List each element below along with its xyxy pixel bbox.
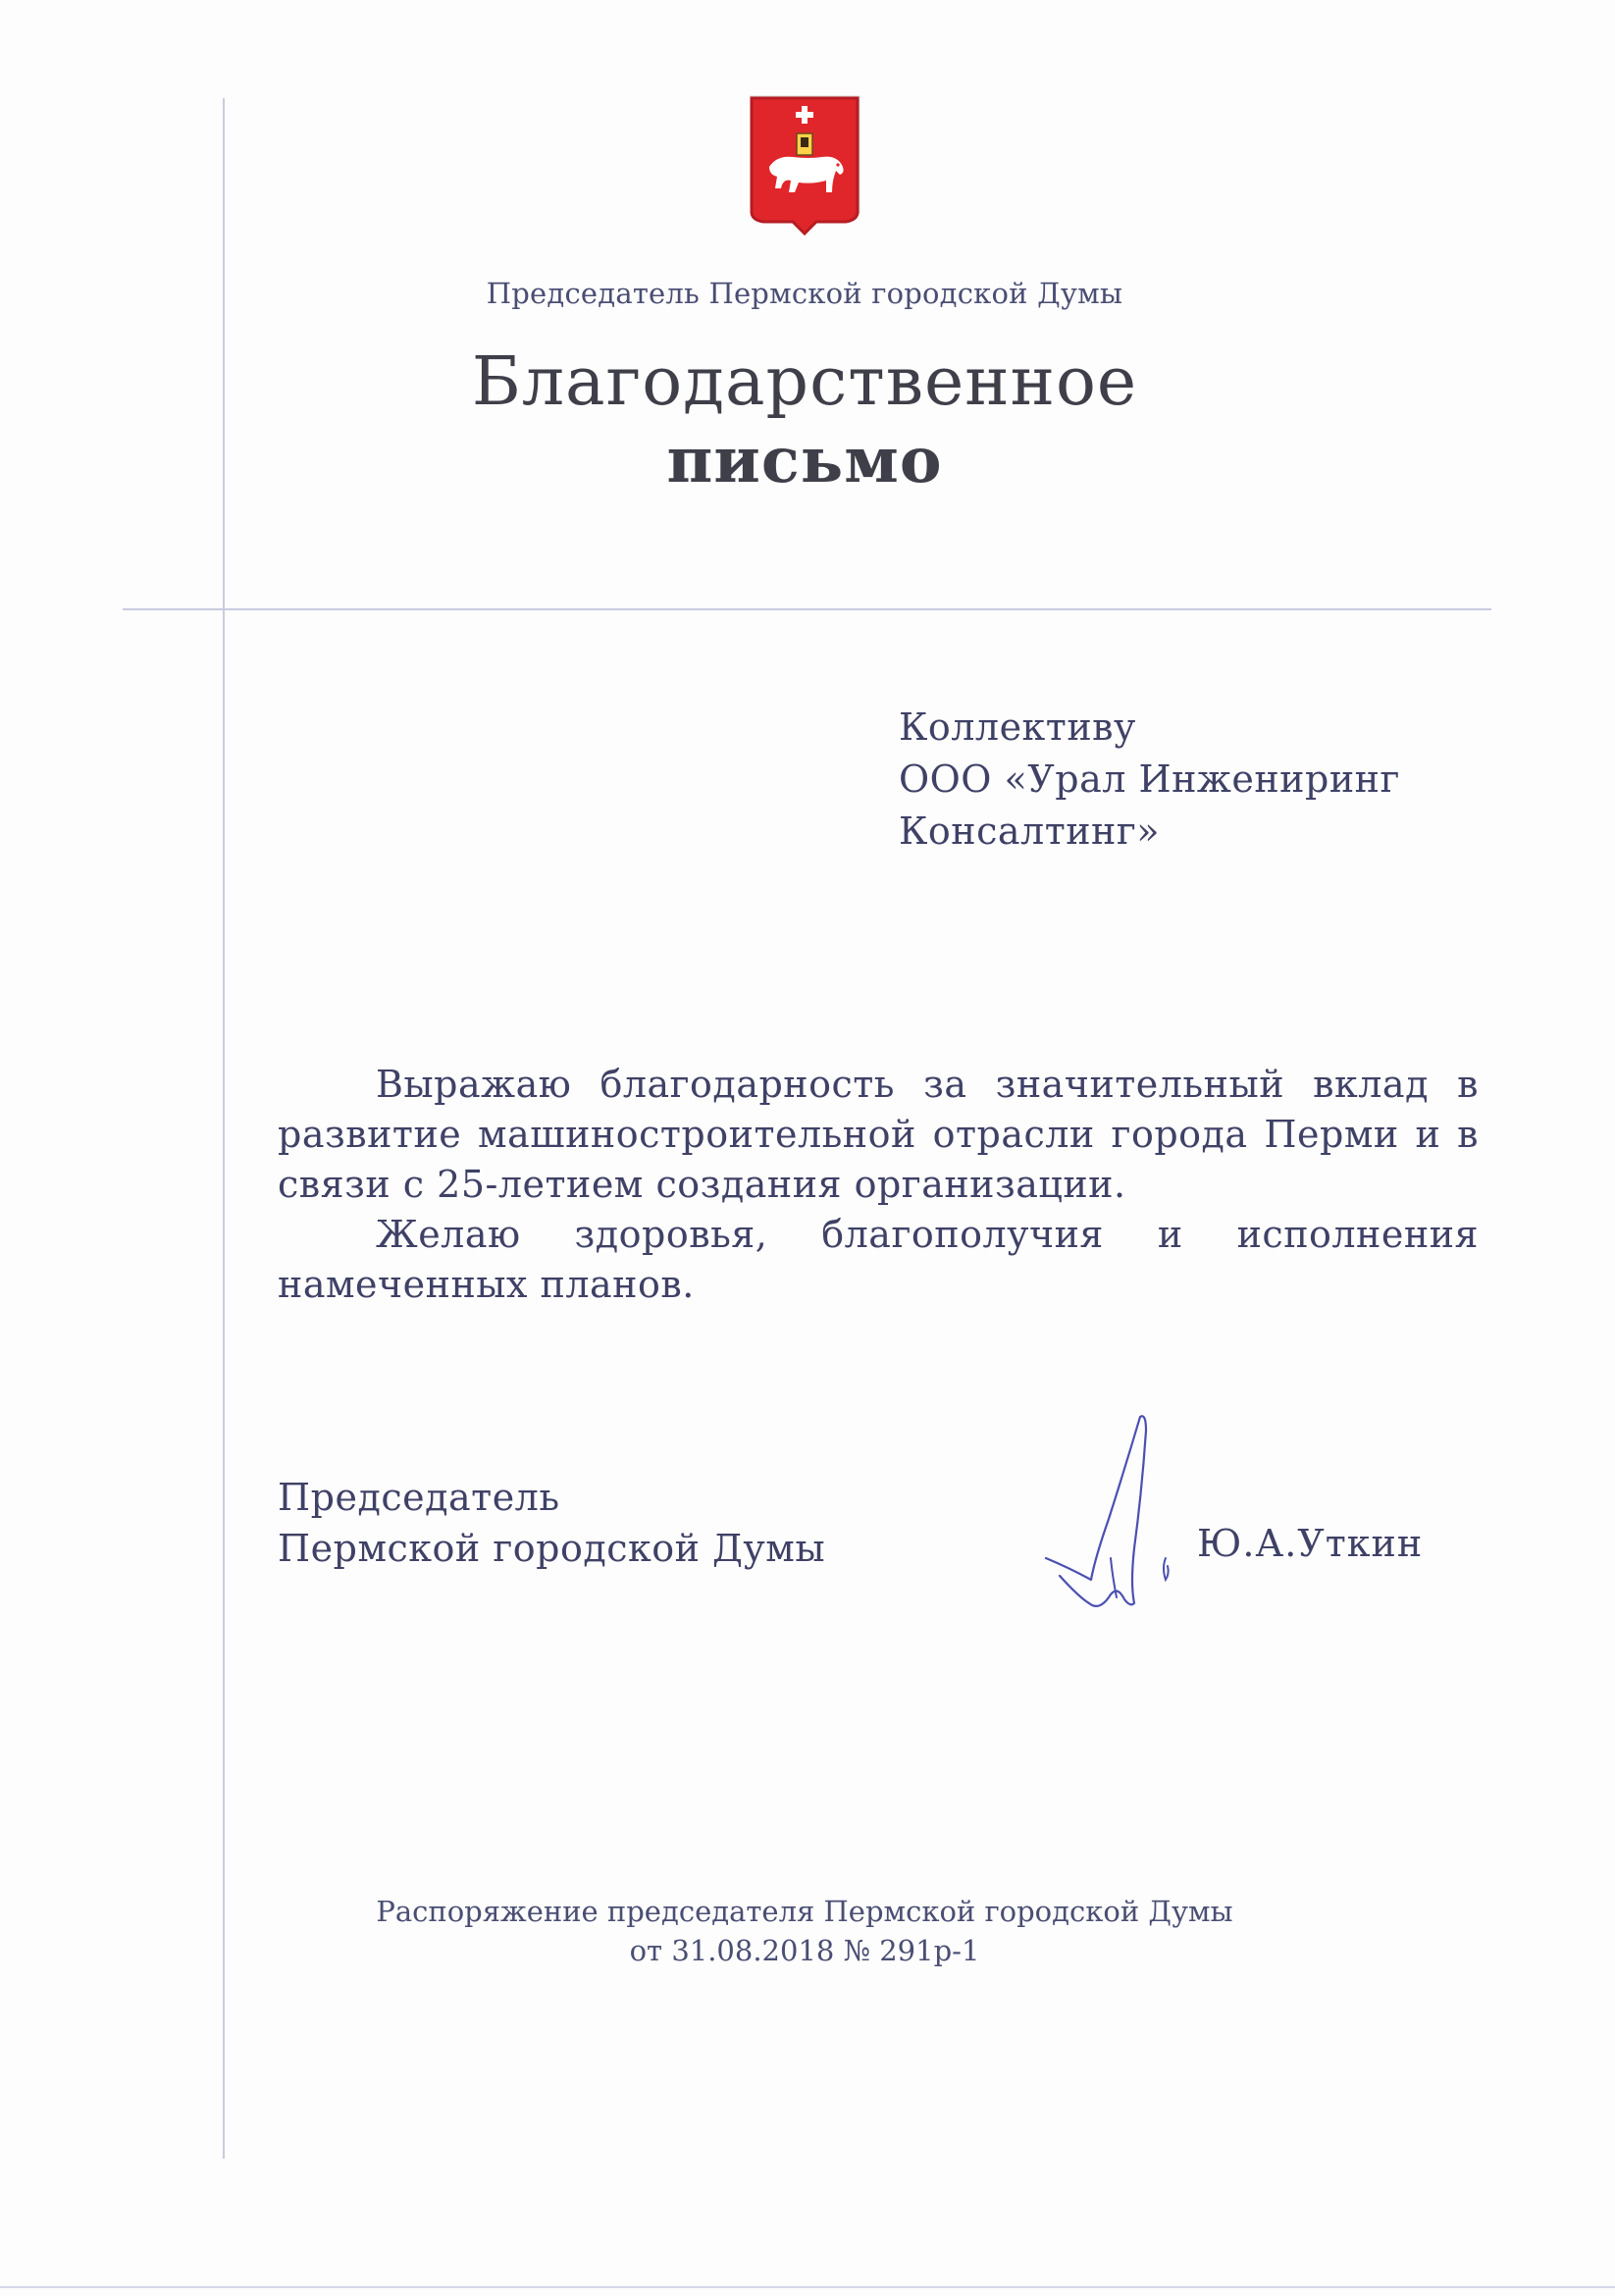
title-line-2: письмо bbox=[666, 424, 943, 497]
issuer-heading: Председатель Пермской городской Думы bbox=[486, 277, 1123, 310]
footer-order-reference bbox=[294, 1892, 1315, 1970]
signatory-title bbox=[278, 1472, 825, 1574]
body-paragraph-1: Выражаю благодарность за значительный вклад в развитие машиностроительной отрасли города Перми и в связи с 25-летием создания организации. bbox=[278, 1063, 1479, 1206]
document-title bbox=[294, 343, 1315, 500]
recipient-line-2: ООО «Урал Инжениринг bbox=[899, 757, 1400, 801]
recipient-block bbox=[899, 702, 1400, 858]
signatory-title-line-2: Пермской городской Думы bbox=[278, 1527, 826, 1570]
footer-line-1: Распоряжение председателя Пермской городской Думы bbox=[376, 1895, 1233, 1928]
recipient-line-3: Консалтинг» bbox=[899, 809, 1161, 853]
recipient-line-1: Коллективу bbox=[899, 705, 1136, 749]
footer-line-2: от 31.08.2018 № 291р-1 bbox=[629, 1934, 980, 1967]
handwritten-signature bbox=[1040, 1411, 1187, 1617]
signatory-name: Ю.А.Уткин bbox=[1197, 1522, 1424, 1565]
letter-body bbox=[278, 1060, 1479, 1310]
page-bottom-edge bbox=[0, 2286, 1615, 2288]
perm-coat-of-arms-icon bbox=[748, 94, 861, 237]
vertical-margin-rule bbox=[223, 98, 225, 2159]
body-paragraph-2: Желаю здоровья, благополучия и исполнения намеченных планов. bbox=[278, 1213, 1479, 1306]
horizontal-header-rule bbox=[123, 608, 1491, 610]
title-line-1: Благодарственное bbox=[471, 343, 1138, 421]
signatory-title-line-1: Председатель bbox=[278, 1476, 560, 1519]
